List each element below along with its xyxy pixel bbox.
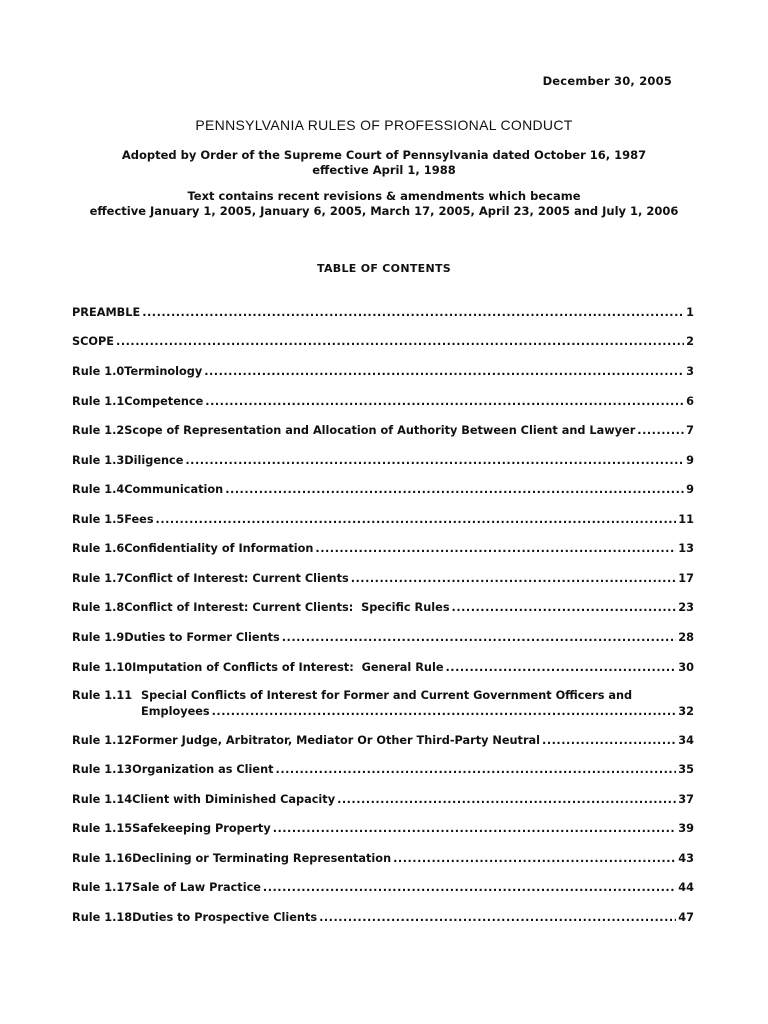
toc-entry-page: 6 bbox=[686, 395, 694, 408]
toc-leader-dots bbox=[204, 364, 684, 380]
toc-entry-number: Rule 1.9 bbox=[72, 631, 125, 644]
toc-leader-dots bbox=[319, 910, 676, 926]
toc-leader-dots bbox=[337, 792, 676, 808]
toc-entry-number: Rule 1.12 bbox=[72, 734, 133, 747]
toc-entry-title: Safekeeping Property bbox=[132, 822, 271, 835]
toc-entry-number: Rule 1.2 bbox=[72, 424, 125, 437]
toc-entry-number: Rule 1.10 bbox=[72, 661, 133, 674]
toc-entry-number: Rule 1.18 bbox=[72, 911, 133, 924]
toc-entry-number: Rule 1.3 bbox=[72, 454, 125, 467]
toc-entry-page: 7 bbox=[686, 424, 694, 437]
toc-entry-title: Special Conflicts of Interest for Former and Current Government Officers and bbox=[141, 689, 633, 702]
toc-entry-number: Rule 1.1 bbox=[72, 395, 125, 408]
toc-leader-dots bbox=[542, 733, 676, 749]
toc-entry-number: Rule 1.0 bbox=[72, 365, 125, 378]
toc-entry-rule-1-0[interactable] bbox=[72, 364, 694, 380]
toc-entry-title: Diligence bbox=[124, 454, 184, 467]
toc-entry-title: Terminology bbox=[124, 365, 203, 378]
toc-entry-page: 3 bbox=[686, 365, 694, 378]
toc-leader-dots bbox=[315, 541, 676, 557]
toc-entry-title: Scope of Representation and Allocation of Authority Between Client and Lawyer bbox=[124, 424, 636, 437]
toc-leader-dots bbox=[393, 851, 676, 867]
toc-leader-dots bbox=[225, 482, 684, 498]
toc-entry-page: 9 bbox=[686, 483, 694, 496]
toc-entry-title: Client with Diminished Capacity bbox=[132, 793, 336, 806]
toc-leader-dots bbox=[116, 334, 684, 350]
toc-entry-number: Rule 1.8 bbox=[72, 601, 125, 614]
toc-entry-title-continued: Employees bbox=[141, 705, 210, 718]
toc-entry-number: Rule 1.13 bbox=[72, 763, 133, 776]
toc-entry-page: 17 bbox=[678, 572, 694, 585]
revision-notice bbox=[0, 189, 768, 219]
toc-entry-title: SCOPE bbox=[72, 335, 115, 348]
toc-leader-dots bbox=[263, 880, 676, 896]
toc-entry-number: Rule 1.11 bbox=[72, 689, 133, 702]
document-title: PENNSYLVANIA RULES OF PROFESSIONAL CONDUCT bbox=[195, 117, 573, 133]
toc-leader-dots bbox=[156, 512, 677, 528]
toc-leader-dots bbox=[273, 821, 677, 837]
toc-heading: TABLE OF CONTENTS bbox=[317, 262, 451, 275]
toc-entry-title: Fees bbox=[124, 513, 154, 526]
toc-entry-page: 11 bbox=[678, 513, 694, 526]
toc-entry-page: 32 bbox=[678, 705, 694, 718]
toc-entry-preamble[interactable] bbox=[72, 305, 694, 321]
toc-entry-number: Rule 1.4 bbox=[72, 483, 125, 496]
toc-entry-page: 2 bbox=[686, 335, 694, 348]
adoption-line-2: effective April 1, 1988 bbox=[312, 163, 456, 177]
toc-entry-rule-1-16[interactable] bbox=[72, 851, 694, 867]
toc-entry-rule-1-10[interactable] bbox=[72, 660, 694, 676]
toc-entry-page: 43 bbox=[678, 852, 694, 865]
toc-entry-rule-1-3[interactable] bbox=[72, 453, 694, 469]
toc-entry-title: Confidentiality of Information bbox=[124, 542, 314, 555]
toc-leader-dots bbox=[282, 630, 677, 646]
toc-entry-rule-1-7[interactable] bbox=[72, 571, 694, 587]
toc-leader-dots bbox=[351, 571, 677, 587]
toc-entry-title: Former Judge, Arbitrator, Mediator Or Other Third-Party Neutral bbox=[132, 734, 541, 747]
toc-entry-rule-1-18[interactable] bbox=[72, 910, 694, 926]
toc-entry-rule-1-4[interactable] bbox=[72, 482, 694, 498]
toc-entry-rule-1-14[interactable] bbox=[72, 792, 694, 808]
toc-entry-title: Communication bbox=[124, 483, 224, 496]
toc-entry-number: Rule 1.15 bbox=[72, 822, 133, 835]
toc-entry-number: Rule 1.14 bbox=[72, 793, 133, 806]
toc-entry-title: Declining or Terminating Representation bbox=[132, 852, 392, 865]
toc-entry-rule-1-11[interactable] bbox=[72, 688, 694, 720]
toc-entry-page: 47 bbox=[678, 911, 694, 924]
toc-entry-title: Organization as Client bbox=[132, 763, 274, 776]
toc-leader-dots bbox=[452, 600, 677, 616]
toc-entry-title: Competence bbox=[124, 395, 204, 408]
revision-line-2: effective January 1, 2005, January 6, 2005, March 17, 2005, April 23, 2005 and July 1, 2006 bbox=[89, 204, 679, 218]
toc-entry-number: Rule 1.7 bbox=[72, 572, 125, 585]
toc-entry-page: 34 bbox=[678, 734, 694, 747]
toc-entry-rule-1-8[interactable] bbox=[72, 600, 694, 616]
toc-entry-rule-1-6[interactable] bbox=[72, 541, 694, 557]
toc-entry-rule-1-15[interactable] bbox=[72, 821, 694, 837]
toc-leader-dots bbox=[205, 394, 684, 410]
toc-entry-number: Rule 1.16 bbox=[72, 852, 133, 865]
toc-leader-dots bbox=[142, 305, 684, 321]
toc-entry-title: PREAMBLE bbox=[72, 306, 141, 319]
toc-leader-dots bbox=[276, 762, 677, 778]
toc-entry-page: 1 bbox=[686, 306, 694, 319]
toc-entry-title: Sale of Law Practice bbox=[132, 881, 261, 894]
toc-entry-title: Duties to Prospective Clients bbox=[132, 911, 318, 924]
toc-entry-number: Rule 1.5 bbox=[72, 513, 125, 526]
revision-line-1: Text contains recent revisions & amendments which became bbox=[187, 189, 581, 203]
toc-entry-page: 9 bbox=[686, 454, 694, 467]
toc-entry-page: 23 bbox=[678, 601, 694, 614]
toc-entry-page: 37 bbox=[678, 793, 694, 806]
toc-entry-rule-1-1[interactable] bbox=[72, 394, 694, 410]
toc-entry-page: 35 bbox=[678, 763, 694, 776]
toc-leader-dots bbox=[446, 660, 677, 676]
toc-entry-page: 13 bbox=[678, 542, 694, 555]
toc-entry-rule-1-2[interactable] bbox=[72, 423, 694, 439]
toc-entry-rule-1-5[interactable] bbox=[72, 512, 694, 528]
toc-entry-rule-1-12[interactable] bbox=[72, 733, 694, 749]
toc-entry-rule-1-9[interactable] bbox=[72, 630, 694, 646]
toc-entry-scope[interactable] bbox=[72, 334, 694, 350]
toc-entry-number: Rule 1.17 bbox=[72, 881, 133, 894]
toc-entry-title: Duties to Former Clients bbox=[124, 631, 280, 644]
toc-leader-dots bbox=[185, 453, 684, 469]
toc-entry-title: Imputation of Conflicts of Interest: General Rule bbox=[132, 661, 444, 674]
toc-entry-page: 30 bbox=[678, 661, 694, 674]
adoption-notice bbox=[0, 148, 768, 178]
document-date: December 30, 2005 bbox=[542, 74, 672, 88]
toc-entry-title: Conflict of Interest: Current Clients bbox=[124, 572, 349, 585]
toc-entry-page: 44 bbox=[678, 881, 694, 894]
toc-entry-number: Rule 1.6 bbox=[72, 542, 125, 555]
toc-entry-rule-1-13[interactable] bbox=[72, 762, 694, 778]
toc-leader-dots bbox=[212, 704, 677, 720]
adoption-line-1: Adopted by Order of the Supreme Court of Pennsylvania dated October 16, 1987 bbox=[121, 148, 647, 162]
toc-entry-page: 39 bbox=[678, 822, 694, 835]
toc-entry-rule-1-17[interactable] bbox=[72, 880, 694, 896]
toc-entry-page: 28 bbox=[678, 631, 694, 644]
toc-entry-title: Conflict of Interest: Current Clients: Specific Rules bbox=[124, 601, 450, 614]
toc-leader-dots bbox=[637, 423, 684, 439]
